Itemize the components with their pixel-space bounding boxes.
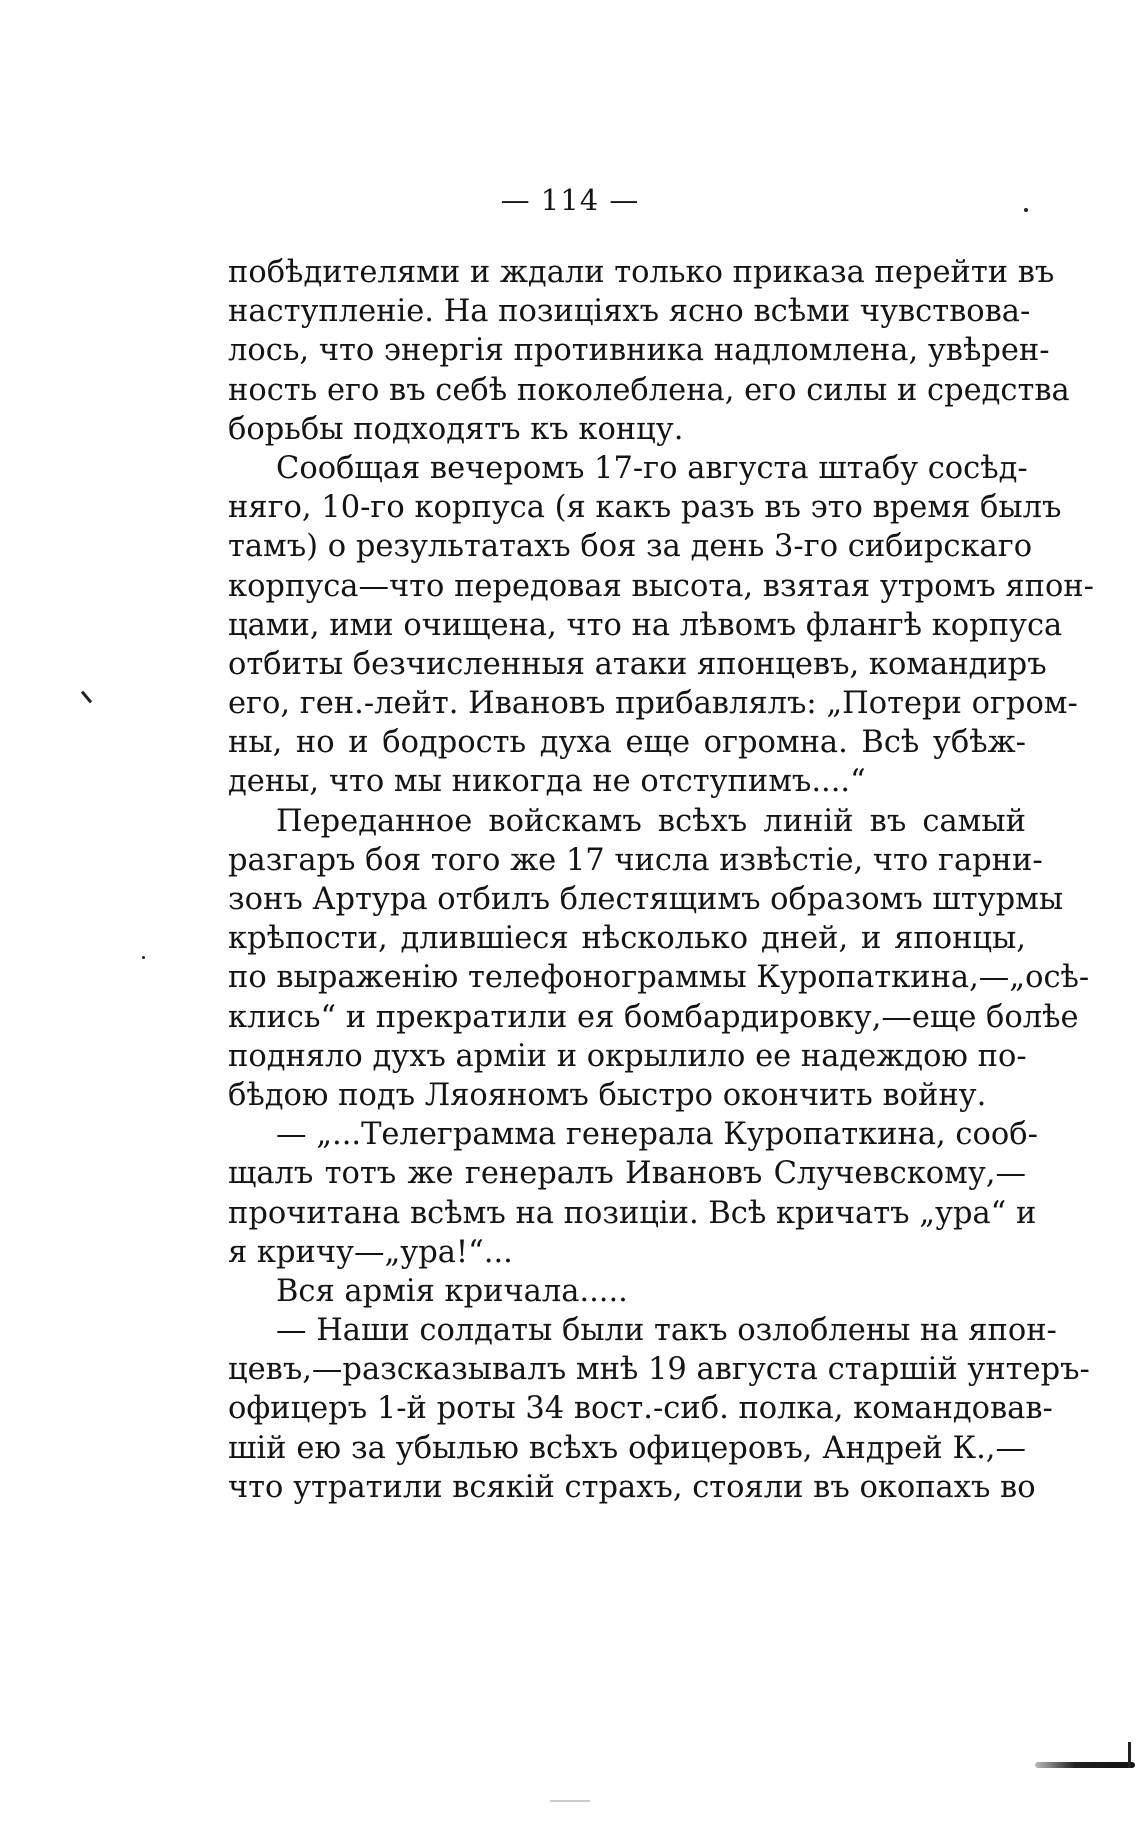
page-number: — 114 — bbox=[500, 183, 640, 217]
text-line: цевъ,—разсказывалъ мнѣ 19 августа старшій унтеръ- bbox=[228, 1352, 1090, 1388]
text-line: — „...Телеграмма генерала Куропаткина, сооб- bbox=[276, 1117, 1038, 1153]
text-line: его, ген.-лейт. Ивановъ прибавлялъ: „Потери огром- bbox=[228, 686, 1078, 722]
text-line: дены, что мы никогда не отступимъ....“ bbox=[228, 764, 866, 800]
text-line: что утратили всякій страхъ, стояли въ окопахъ во bbox=[228, 1469, 1036, 1505]
stray-dot bbox=[142, 956, 145, 959]
text-line: ны, но и бодрость духа еще огромна. Всѣ убѣж- bbox=[228, 725, 1026, 761]
text-line: щалъ тотъ же генералъ Ивановъ Случевскому,— bbox=[228, 1156, 1026, 1192]
text-line: Переданное войскамъ всѣхъ линій въ самый bbox=[276, 803, 1026, 839]
text-line: крѣпости, длившіеся нѣсколько дней, и японцы, bbox=[228, 921, 1026, 957]
text-line: отбиты безчисленныя атаки японцевъ, командиръ bbox=[228, 646, 1047, 682]
body-text bbox=[228, 253, 1094, 1507]
text-line: разгаръ боя того же 17 числа извѣстіе, что гарни- bbox=[228, 842, 1043, 878]
text-line: цами, ими очищена, что на лѣвомъ флангѣ корпуса bbox=[228, 607, 1063, 643]
text-line: наступленіе. На позиціяхъ ясно всѣми чувствова- bbox=[228, 294, 1031, 330]
text-line: Сообщая вечеромъ 17-го августа штабу сосѣд- bbox=[276, 450, 1028, 486]
text-line: прочитана всѣмъ на позиціи. Всѣ кричатъ „ура“ и bbox=[228, 1195, 1037, 1231]
text-line: ность его въ себѣ поколеблена, его силы и средства bbox=[228, 372, 1070, 408]
text-line: няго, 10-го корпуса (я какъ разъ въ это время былъ bbox=[228, 490, 1062, 526]
ink-smear bbox=[1128, 1742, 1131, 1768]
scan-artifact bbox=[550, 1800, 590, 1802]
text-line: зонъ Артура отбилъ блестящимъ образомъ штурмы bbox=[228, 882, 1064, 917]
text-line: тамъ) о результатахъ боя за день 3-го сибирскаго bbox=[228, 529, 1033, 565]
text-line: офицеръ 1-й роты 34 вост.-сиб. полка, командовав- bbox=[228, 1391, 1053, 1427]
text-line: бѣдою подъ Ляояномъ быстро окончить войну. bbox=[228, 1077, 987, 1113]
text-line: я кричу—„ура!“... bbox=[228, 1234, 513, 1270]
text-line: клись“ и прекратили ея бомбардировку,—еще болѣе bbox=[228, 999, 1079, 1035]
stray-mark bbox=[81, 691, 92, 704]
text-line: борьбы подходятъ къ концу. bbox=[228, 411, 684, 447]
text-line: по выраженію телефонограммы Куропаткина,—„осѣ- bbox=[228, 960, 1090, 996]
text-line: корпуса—что передовая высота, взятая утромъ япон- bbox=[228, 568, 1094, 604]
text-line: побѣдителями и ждали только приказа перейти въ bbox=[228, 255, 1055, 290]
text-line: подняло духъ арміи и окрылило ее надеждою по- bbox=[228, 1038, 1027, 1074]
text-line: шій ею за убылью всѣхъ офицеровъ, Андрей К.,— bbox=[228, 1430, 1026, 1466]
ink-smear bbox=[1035, 1762, 1135, 1768]
text-line: — Наши солдаты были такъ озлоблены на япон- bbox=[276, 1313, 1057, 1349]
text-line: Вся армія кричала..... bbox=[276, 1273, 628, 1309]
stray-dot bbox=[1024, 208, 1028, 212]
text-line: лось, что энергія противника надломлена, увѣрен- bbox=[228, 333, 1050, 369]
